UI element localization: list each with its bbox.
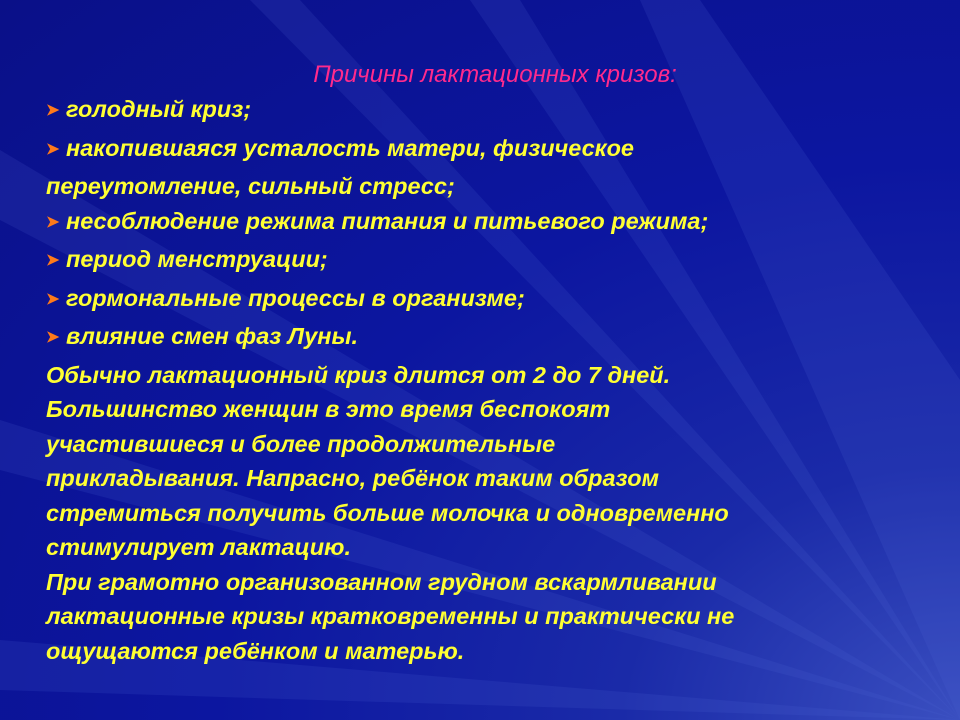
explanation-paragraph — [46, 358, 926, 669]
paragraph-line: При грамотно организованном грудном вскармливании — [46, 568, 717, 595]
list-item-text: период менструации; — [66, 246, 328, 272]
list-item — [46, 319, 926, 358]
paragraph-line: участившиеся и более продолжительные — [46, 430, 556, 457]
slide-content — [46, 60, 926, 668]
list-item — [46, 242, 926, 281]
arrowhead-bullet-icon: ➤ — [46, 102, 60, 119]
arrowhead-bullet-icon: ➤ — [46, 140, 60, 158]
list-item — [46, 204, 926, 243]
list-item — [46, 281, 926, 320]
causes-list — [46, 92, 926, 358]
arrowhead-bullet-icon: ➤ — [46, 290, 60, 308]
list-item — [46, 131, 926, 170]
arrowhead-bullet-icon: ➤ — [46, 252, 60, 269]
arrowhead-bullet-icon: ➤ — [46, 213, 60, 231]
paragraph-line: лактационные кризы кратковременны и практически не — [46, 603, 735, 629]
paragraph-line: ощущаются ребёнком и матерью. — [46, 637, 465, 664]
list-item-text: голодный криз; — [66, 96, 252, 122]
paragraph-line: Большинство женщин в это время беспокоят — [46, 396, 611, 422]
arrowhead-bullet-icon: ➤ — [46, 329, 60, 346]
list-item-text: накопившаяся усталость матери, физическое — [66, 134, 635, 161]
paragraph-line: стремиться получить больше молочка и одновременно — [46, 499, 729, 526]
paragraph-line: прикладывания. Напрасно, ребёнок таким образом — [46, 465, 659, 491]
list-item-text: гормональные процессы в организме; — [66, 284, 525, 311]
list-item — [46, 92, 926, 131]
slide-title: Причины лактационных кризов: — [313, 61, 677, 88]
paragraph-line: Обычно лактационный криз длится от 2 до 7 дней. — [46, 361, 671, 388]
list-item-text: влияние смен фаз Луны. — [66, 323, 359, 349]
list-item-text: несоблюдение режима питания и питьевого режима; — [66, 207, 709, 234]
list-item-continuation: переутомление, сильный стресс; — [46, 173, 455, 199]
paragraph-line: стимулирует лактацию. — [46, 534, 352, 560]
